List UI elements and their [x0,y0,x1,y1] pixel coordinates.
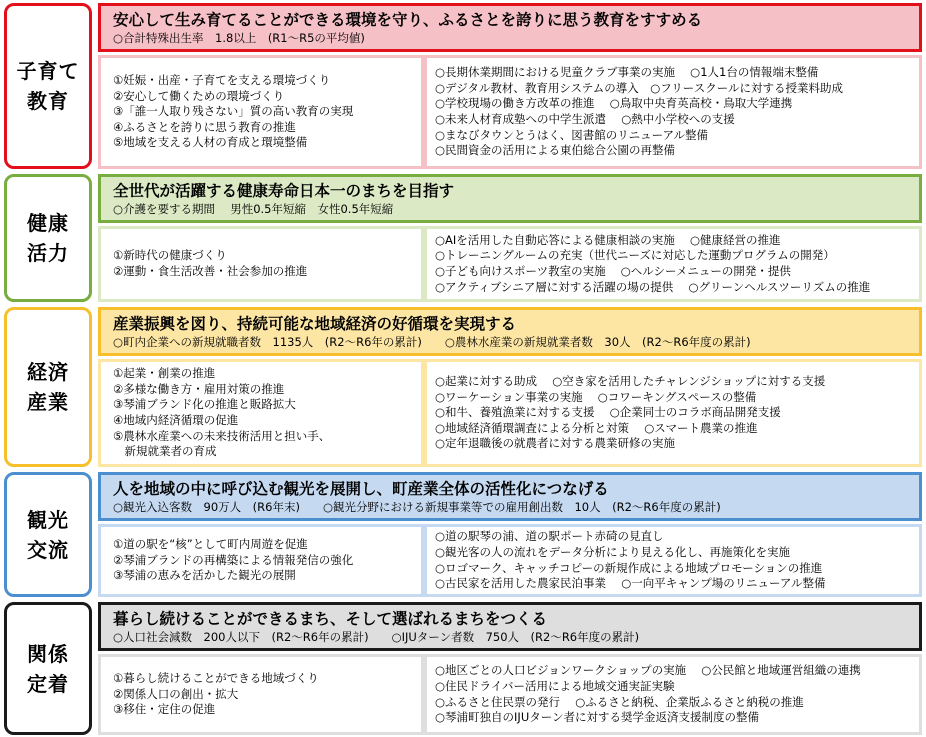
section-body [98,55,922,169]
section-keizai [0,307,926,467]
section-body [98,226,922,302]
list-item: ○AIを活用した自動応答による健康相談の実施 ○健康経営の推進 [435,232,781,247]
section-header [98,3,922,52]
policy-list [101,362,421,464]
list-item: ②関係人口の創出・拡大 [113,686,239,701]
section-indicator: ○観光入込客数 90万人 (R6年末) ○観光分野における新規事業等での雇用創出数 10人 (R2～R6年度の累計) [113,500,721,514]
list-item: ○民間資金の活用による東伯総合公園の再整備 [435,143,676,158]
section-body [98,359,922,467]
list-item: ○住民ドライバー活用による地域交通実証実験 [435,678,675,693]
list-item: ○まなびタウンとうはく、図書館のリニューアル整備 [435,127,709,142]
list-item: ③移住・定住の促進 [113,702,216,717]
section-label-box [4,3,92,169]
list-item: ②多様な働き方・雇用対策の推進 [113,381,285,396]
section-title: 安心して生み育てることができる環境を守り、ふるさとを誇りに思う教育をすすめる [113,11,703,29]
section-label: 観光 交流 [27,507,69,562]
list-item: ○起業に対する助成 ○空き家を活用したチャレンジショップに対する支援 [435,374,826,389]
section-label-box [4,174,92,302]
list-item: ○ワーケーション事業の実施 ○コワーキングスペースの整備 [435,389,757,404]
list-item: ○長期休業期間における児童クラブ事業の実施 ○1人1台の情報端末整備 [435,65,819,80]
policy-list [101,657,421,732]
section-kankei [0,602,926,735]
section-body [98,654,922,735]
list-item: ①起業・創業の推進 [113,366,216,381]
list-item: ⑤地域を支える人材の育成と環境整備 [113,135,308,150]
list-item: ④地域内経済循環の促進 [113,413,239,427]
section-title: 全世代が活躍する健康寿命日本一のまちを目指す [113,182,455,200]
initiative-list [427,58,919,166]
list-item: ○道の駅琴の浦、道の駅ポート赤碕の見直し [435,529,664,544]
section-header [98,472,922,521]
list-item: ○和牛、養殖漁業に対する支援 ○企業同士のコラボ商品開発支援 [435,405,781,420]
list-item: ○未来人材育成塾への中学生派遣 ○熱中小学校への支援 [435,112,735,126]
initiative-list [427,527,919,594]
list-item: ②琴浦ブランドの再構築による情報発信の強化 [113,552,354,567]
section-label-box [4,602,92,735]
list-item: ①暮らし続けることができる地域づくり [113,671,319,686]
list-item: ○アクティブシニア層に対する活躍の場の提供 ○グリーンヘルスツーリズムの推進 [435,279,871,294]
section-label: 経済 産業 [27,360,69,414]
list-item: ①妊娠・出産・子育てを支える環境づくり [113,73,331,88]
section-header [98,602,922,651]
list-item: ③琴浦の恵みを活かした観光の展開 [113,568,296,583]
list-item: ○観光客の人の流れをデータ分析により見える化し、再施策化を実施 [435,544,791,559]
list-item: ②運動・食生活改善・社会参加の推進 [113,264,308,278]
list-item: ○学校現場の働き方改革の推進 ○鳥取中央育英高校・鳥取大学連携 [435,96,793,111]
initiative-list [427,229,919,299]
list-item: ○地区ごとの人口ビジョンワークショップの実施 ○公民館と地域運営組織の連携 [435,663,861,678]
list-item: ②安心して働くための環境づくり [113,88,285,103]
list-item: ③琴浦ブランド化の推進と販路拡大 [113,397,296,412]
policy-list [101,527,421,594]
section-label-box [4,472,92,597]
section-label: 健康 活力 [27,211,69,265]
section-indicator: ○町内企業への新規就職者数 1135人 (R2～R6年の累計) ○農林水産業の新規就業者数 30人 (R2～R6年度の累計) [113,335,751,349]
initiative-list [427,362,919,464]
list-item: ④ふるさとを誇りに思う教育の推進 [113,119,296,134]
section-header [98,174,922,223]
initiative-list [427,657,919,732]
list-item: ○子ども向けスポーツ教室の実施 ○ヘルシーメニューの開発・提供 [435,264,791,278]
list-item: ○琴浦町独自のIJUターン者に対する奨学金返済支援制度の整備 [435,710,760,725]
list-item: ○定年退職後の就農者に対する農業研修の実施 [435,436,676,451]
section-title: 人を地域の中に呼び込む観光を展開し、町産業全体の活性化につなげる [113,480,609,498]
list-item: ○デジタル教材、教育用システムの導入 ○フリースクールに対する授業料助成 [435,80,843,95]
list-item: ○ふるさと住民票の発行 ○ふるさと納税、企業版ふるさと納税の推進 [435,694,804,709]
policy-list [101,229,421,299]
section-title: 産業振興を図り、持続可能な地域経済の好循環を実現する [113,315,517,333]
section-indicator: ○合計特殊出生率 1.8以上 (R1～R5の平均値) [113,31,365,45]
section-header [98,307,922,356]
list-item: ○古民家を活用した農家民泊事業 ○一向平キャンプ場のリニューアル整備 [435,576,826,591]
list-item: ①新時代の健康づくり [113,248,227,263]
section-label: 子育て 教育 [16,59,80,113]
section-kenko [0,174,926,302]
section-indicator: ○人口社会減数 200人以下 (R2～R6年の累計) ○IJUターン者数 750人 (R2～R6年度の累計) [113,630,640,644]
section-label: 関係 定着 [27,641,69,696]
list-item: ○トレーニングルームの充実（世代ニーズに対応した運動プログラムの開発） [435,248,835,263]
policy-list [101,58,421,166]
list-item: ①道の駅を“核”として町内周遊を促進 [113,537,308,552]
list-item: ○ロゴマーク、キャッチコピーの新規作成による地域プロモーションの推進 [435,560,823,575]
section-kosodate [0,3,926,169]
list-item: 新規就業者の育成 [113,444,217,459]
section-body [98,524,922,597]
section-label-box [4,307,92,467]
list-item: ○地域経済循環調査による分析と対策 ○スマート農業の推進 [435,420,758,435]
section-indicator: ○介護を要する期間 男性0.5年短縮 女性0.5年短縮 [113,202,394,216]
list-item: ⑤農林水産業への未来技術活用と担い手、 [113,428,331,443]
section-title: 暮らし続けることができるまち、そして選ばれるまちをつくる [113,610,548,628]
section-kanko [0,472,926,597]
list-item: ③「誰一人取り残さない」質の高い教育の実現 [113,104,354,119]
